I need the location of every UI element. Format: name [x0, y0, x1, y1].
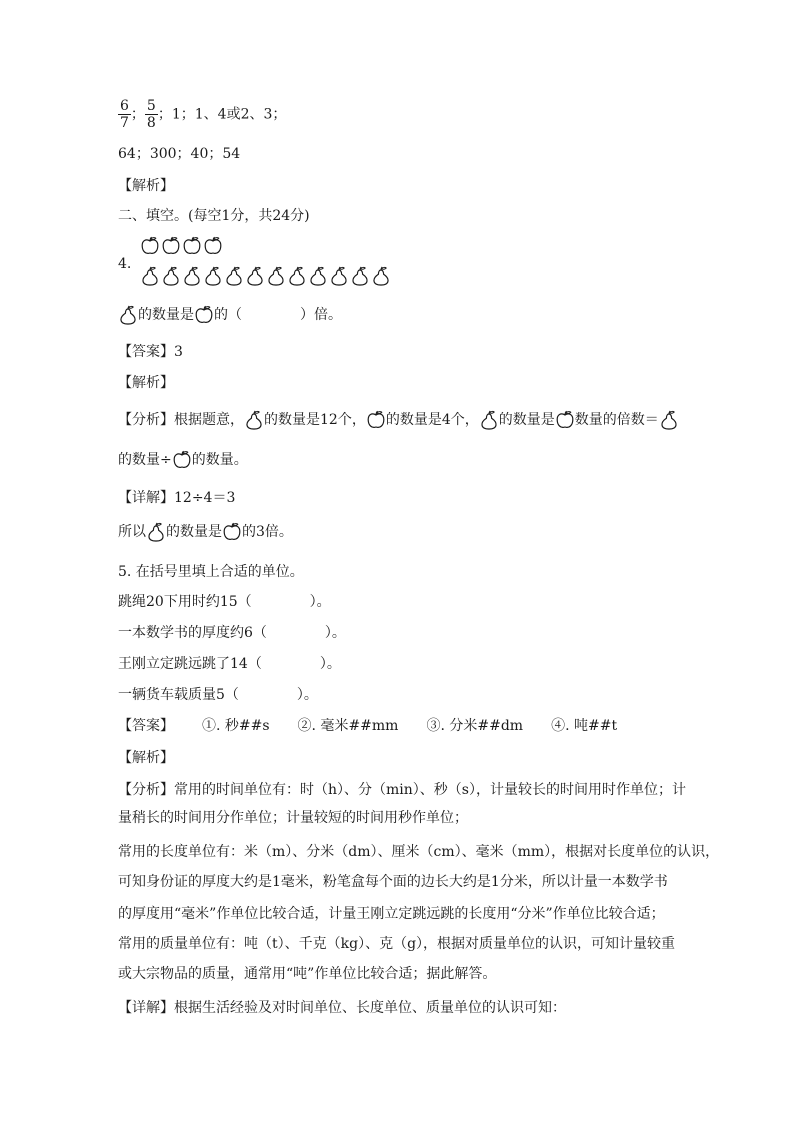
q5-item-4: 一辆货车载质量5（ ）。 [118, 687, 318, 703]
apple-icon [140, 236, 160, 256]
pear-icon [118, 305, 138, 325]
q4-analysis-label: 【解析】 [118, 375, 174, 391]
q5-item-3: 王刚立定跳远跳了14（ ）。 [118, 656, 341, 672]
q5-fenxi-4: 可知身份证的厚度大约是1毫米，粉笔盒每个面的边长大约是1分米，所以计量一本数学书 [118, 874, 668, 890]
apple-icon [203, 236, 223, 256]
pear-icon [161, 266, 181, 286]
pear-icon [659, 410, 679, 430]
fraction-six-sevenths: $\frac{6}{7}$ [120, 98, 129, 131]
answer-item: ④. 吨##t [551, 718, 618, 734]
pear-icon [224, 266, 244, 286]
q5-answer: 【答案】 ①. 秒##s ②. 毫米##mm ③. 分米##dm ④. 吨##t [118, 718, 618, 734]
apple-icon [182, 236, 202, 256]
q5-fenxi-2: 量稍长的时间用分作单位；计量较短的时间用秒作单位； [118, 810, 468, 826]
pear-icon [146, 522, 166, 542]
pear-icon [140, 266, 160, 286]
q4-xiangjie: 【详解】12÷4＝3 [118, 490, 236, 506]
pear-row [140, 266, 391, 286]
q5-title: 5. 在括号里填上合适的单位。 [118, 564, 304, 580]
answer-item: ①. 秒##s [202, 718, 270, 734]
q5-xiangjie: 【详解】根据生活经验及对时间单位、长度单位、质量单位的认识可知： [118, 1000, 566, 1016]
pear-icon [203, 266, 223, 286]
apple-icon [172, 450, 192, 470]
pear-icon [308, 266, 328, 286]
q4-prompt: 的数量是 的（ ）倍。 [118, 305, 342, 325]
answer-rest: ；1；1、4或2、3； [157, 106, 287, 123]
pear-icon [371, 266, 391, 286]
q5-fenxi-7: 或大宗物品的质量，通常用“吨”作单位比较合适；据此解答。 [118, 966, 497, 982]
pear-icon [245, 266, 265, 286]
q4-fenxi-cont: 的数量÷ 的数量。 [118, 452, 248, 468]
separator: ； [130, 106, 145, 123]
pear-icon [287, 266, 307, 286]
q4-answer: 【答案】3 [118, 344, 183, 360]
apple-icon [222, 522, 242, 542]
pear-icon [182, 266, 202, 286]
fraction-five-eighths: $\frac{5}{8}$ [146, 98, 156, 131]
pear-icon [266, 266, 286, 286]
q4-number: 4. [118, 256, 132, 272]
pear-icon [350, 266, 370, 286]
pear-icon [329, 266, 349, 286]
pear-icon [479, 410, 499, 430]
q5-analysis-label: 【解析】 [118, 750, 174, 766]
apple-icon [161, 236, 181, 256]
q5-item-2: 一本数学书的厚度约6（ ）。 [118, 625, 346, 641]
q5-fenxi-3: 常用的长度单位有：米（m）、分米（dm）、厘米（cm）、毫米（mm），根据对长度单位的认识， [118, 844, 720, 860]
apple-icon [194, 305, 214, 325]
answer-line-fractions [118, 98, 286, 131]
section-title: 二、填空。(每空1分，共24分) [118, 208, 310, 224]
pear-icon [244, 410, 264, 430]
q4-fenxi: 【分析】根据题意， 的数量是12个， 的数量是4个， 的数量是 数量的倍数＝ [118, 410, 679, 430]
apple-icon [555, 410, 575, 430]
q5-fenxi-1: 【分析】常用的时间单位有：时（h）、分（min）、秒（s），计量较长的时间用时作单位；计 [118, 782, 686, 798]
q5-fenxi-6: 常用的质量单位有：吨（t）、千克（kg）、克（g），根据对质量单位的认识，可知计量较重 [118, 936, 676, 952]
q4-conclusion: 所以 的数量是 的3倍。 [118, 524, 293, 540]
apple-icon [366, 410, 386, 430]
q5-item-1: 跳绳20下用时约15（ ）。 [118, 594, 331, 610]
answer-item: ③. 分米##dm [426, 718, 524, 734]
answer-item: ②. 毫米##mm [297, 718, 399, 734]
answer-line-numbers: 64；300；40；54 [118, 146, 241, 162]
analysis-label-top: 【解析】 [118, 178, 174, 194]
q5-fenxi-5: 的厚度用“毫米”作单位比较合适，计量王刚立定跳远跳的长度用“分米”作单位比较合适； [118, 906, 665, 922]
apple-row [140, 236, 223, 256]
